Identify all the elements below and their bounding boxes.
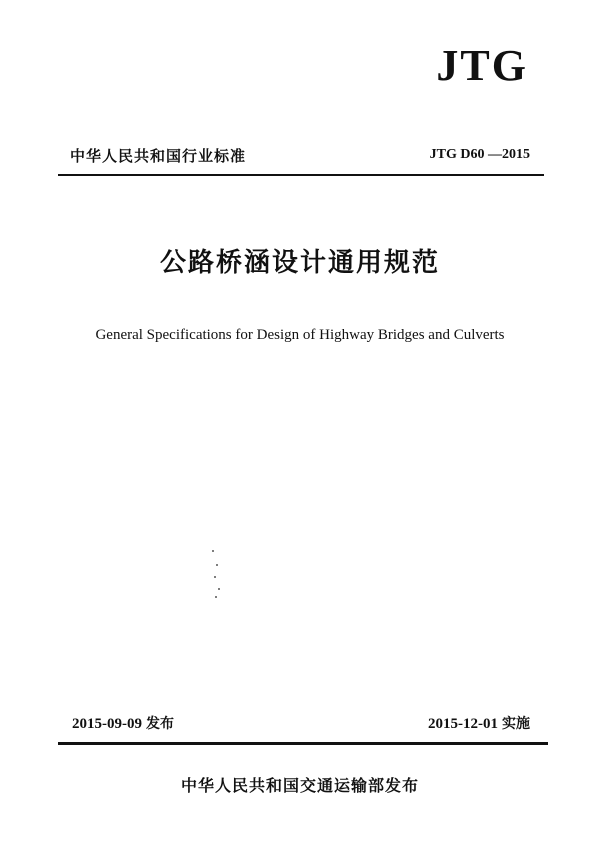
issue-date-block — [72, 713, 174, 733]
effective-label: 实施 — [502, 716, 530, 732]
standard-code: JTG D60 —2015 — [429, 147, 530, 162]
issue-date: 2015-09-09 — [72, 716, 142, 732]
bottom-divider — [58, 742, 548, 745]
jtg-logo: JTG — [436, 41, 528, 90]
issue-label: 发布 — [146, 716, 174, 732]
scan-specks — [208, 550, 228, 600]
chinese-title: 公路桥涵设计通用规范 — [159, 248, 440, 278]
effective-date-block — [428, 713, 530, 733]
top-divider — [58, 174, 544, 176]
effective-date: 2015-12-01 — [428, 716, 498, 732]
standard-category: 中华人民共和国行业标准 — [70, 147, 247, 165]
publisher: 中华人民共和国交通运输部发布 — [180, 776, 419, 795]
english-title: General Specifications for Design of Highway Bridges and Culverts — [95, 327, 505, 343]
